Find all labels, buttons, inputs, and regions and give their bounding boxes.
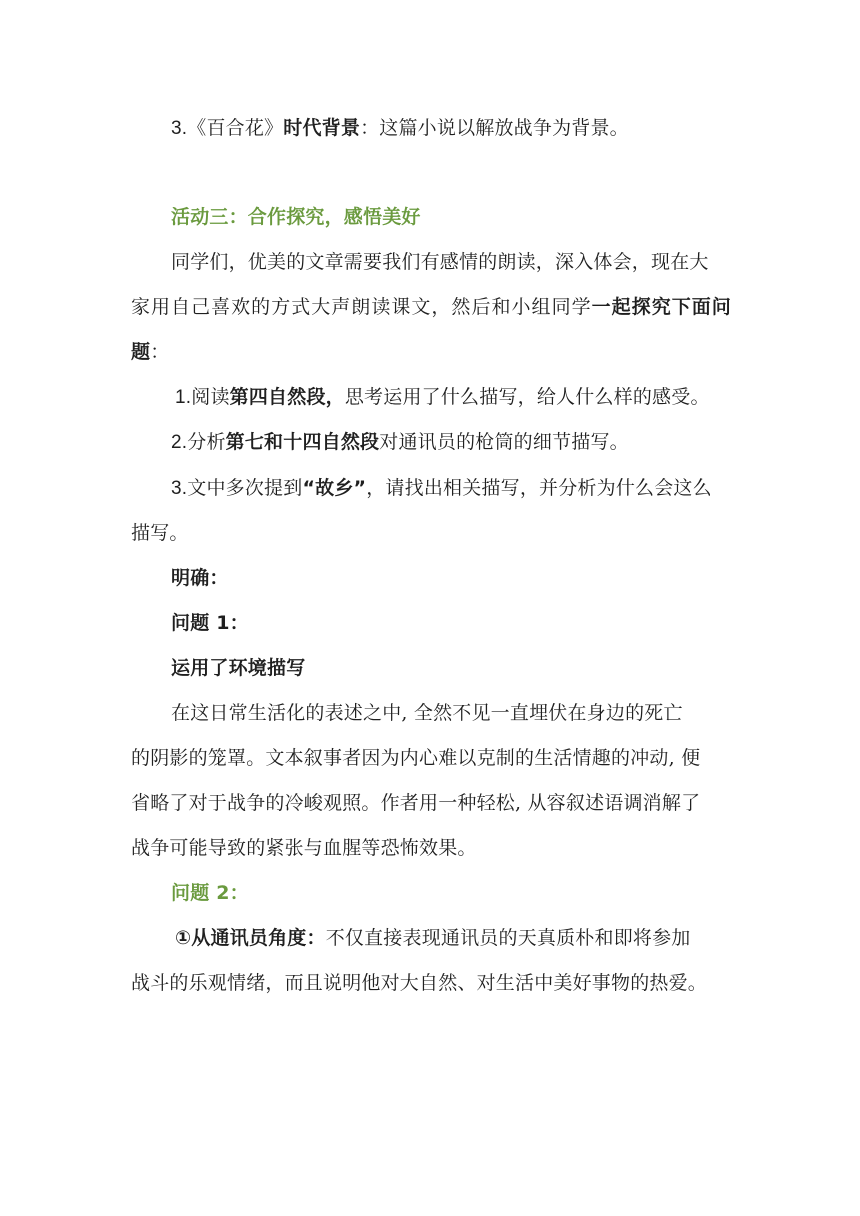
question-2-bold: 第七和十四自然段	[225, 431, 380, 453]
question-2-number: 2.	[171, 432, 188, 453]
question-3-text: ，请找出相关描写，并分析为什么会这么	[366, 477, 712, 499]
question-2	[171, 430, 731, 455]
question-3-bold: “故乡”	[302, 477, 367, 499]
background-line	[171, 116, 731, 141]
question-3-number: 3.	[171, 478, 188, 499]
answer-1-label: 问题 1：	[171, 612, 249, 634]
answer-2-line-2: 战斗的乐观情绪，而且说明他对大自然、对生活中美好事物的热爱。	[131, 972, 708, 994]
intro-line-1: 同学们，优美的文章需要我们有感情的朗读，深入体会，现在大	[171, 251, 709, 273]
background-label: 时代背景	[283, 117, 361, 139]
question-1-number: 1.	[175, 387, 192, 408]
intro-line-2-bold: 一起探究下面问	[591, 296, 731, 318]
question-1-prefix: 阅读	[191, 386, 230, 408]
answer-1-line-3: 省略了对于战争的冷峻观照。作者用一种轻松, 从容叙述语调消解了	[131, 792, 701, 814]
answer-2-bold: ①从通讯员角度：	[175, 927, 326, 949]
question-1	[175, 385, 731, 410]
book-title: 《百合花》	[187, 117, 284, 139]
answer-1-line-2: 的阴影的笼罩。文本叙事者因为内心难以克制的生活情趣的冲动, 便	[131, 747, 701, 769]
question-3	[171, 476, 731, 501]
question-1-bold: 第四自然段，	[229, 386, 345, 408]
question-2-text: 对通讯员的枪筒的细节描写。	[379, 431, 629, 453]
clarify-label: 明确：	[171, 567, 229, 589]
answer-2-text: 不仅直接表现通讯员的天真质朴和即将参加	[325, 927, 691, 949]
answer-1-title: 运用了环境描写	[171, 657, 306, 679]
item-number: 3.	[171, 118, 188, 139]
colon: ：	[360, 117, 380, 139]
answer-2-line-1	[175, 926, 731, 950]
intro-line-3-bold: 题	[131, 341, 151, 363]
question-3-line-2: 描写。	[131, 522, 189, 544]
question-2-prefix: 分析	[187, 431, 226, 453]
question-3-prefix: 文中多次提到	[187, 477, 303, 499]
intro-line-3	[131, 340, 731, 364]
intro-line-3-colon: ：	[150, 341, 170, 363]
question-1-text: 思考运用了什么描写，给人什么样的感受。	[344, 386, 710, 408]
background-text: 这篇小说以解放战争为背景。	[379, 117, 629, 139]
answer-1-line-4: 战争可能导致的紧张与血腥等恐怖效果。	[131, 837, 477, 859]
intro-line-2-text: 家用自己喜欢的方式大声朗读课文，然后和小组同学	[131, 296, 592, 318]
answer-2-label: 问题 2：	[171, 882, 249, 904]
answer-1-line-1: 在这日常生活化的表述之中, 全然不见一直埋伏在身边的死亡	[171, 702, 683, 724]
activity-three-heading: 活动三：合作探究，感悟美好	[171, 206, 421, 228]
intro-line-2	[131, 295, 731, 319]
